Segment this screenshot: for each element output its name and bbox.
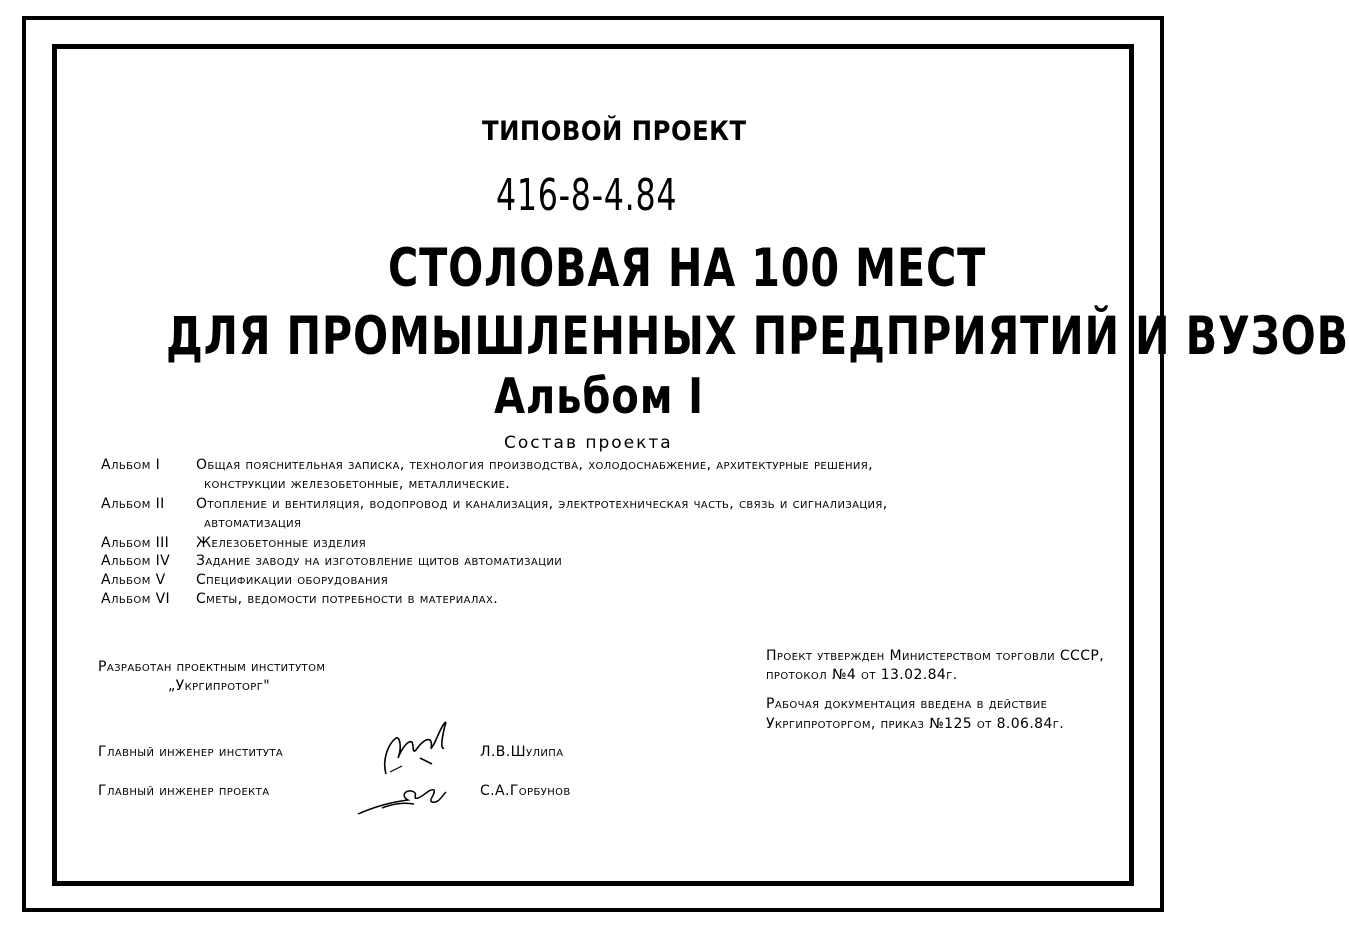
album-1-text-cont: конструкции железобетонные, металлические. — [204, 476, 511, 492]
signature-name-1: Л.В.Шулипа — [480, 744, 564, 760]
approval-line-2: протокол №4 от 13.02.84г. — [766, 667, 958, 683]
album-5-label: Альбом V — [101, 572, 166, 588]
signature-role-2: Главный инженер проекта — [98, 783, 270, 799]
album-6-text: Сметы, ведомости потребности в материалах. — [196, 591, 499, 607]
album-2-text: Отопление и вентиляция, водопровод и канализация, электротехническая часть, связь и сигнализация, — [196, 496, 888, 512]
album-3-text: Железобетонные изделия — [196, 535, 367, 551]
composition-heading: Состав проекта — [504, 433, 673, 453]
signature-2-icon — [352, 774, 452, 820]
album-4-label: Альбом IV — [101, 553, 171, 569]
signature-name-2: С.А.Горбунов — [480, 783, 571, 799]
album-1-text: Общая пояснительная записка, технология производства, холодоснабжение, архитектурные решения, — [196, 457, 873, 473]
album-5-text: Спецификации оборудования — [196, 572, 389, 588]
developer-line-1: Разработан проектным институтом — [98, 659, 326, 675]
album-4-text: Задание заводу на изготовление щитов автоматизации — [196, 553, 563, 569]
album-2-text-cont: автоматизация — [204, 515, 302, 531]
album-6-label: Альбом VI — [101, 591, 171, 607]
album-2-label: Альбом II — [101, 496, 165, 512]
developer-line-2: „Укргипроторг" — [168, 678, 271, 694]
approval-line-1: Проект утвержден Министерством торговли СССР, — [766, 648, 1105, 664]
title-line-1: СТОЛОВАЯ НА 100 МЕСТ — [388, 238, 987, 299]
album-title: Альбом I — [494, 368, 704, 425]
signature-role-1: Главный инженер института — [98, 744, 284, 760]
project-type-label: ТИПОВОЙ ПРОЕКТ — [482, 116, 747, 147]
approval-line-4: Укргипроторгом, приказ №125 от 8.06.84г. — [766, 716, 1065, 732]
project-code: 416-8-4.84 — [496, 170, 678, 221]
approval-line-3: Рабочая документация введена в действие — [766, 696, 1048, 712]
title-line-2: ДЛЯ ПРОМЫШЛЕННЫХ ПРЕДПРИЯТИЙ И ВУЗОВ — [166, 306, 1349, 367]
album-3-label: Альбом III — [101, 535, 170, 551]
album-1-label: Альбом I — [101, 457, 161, 473]
